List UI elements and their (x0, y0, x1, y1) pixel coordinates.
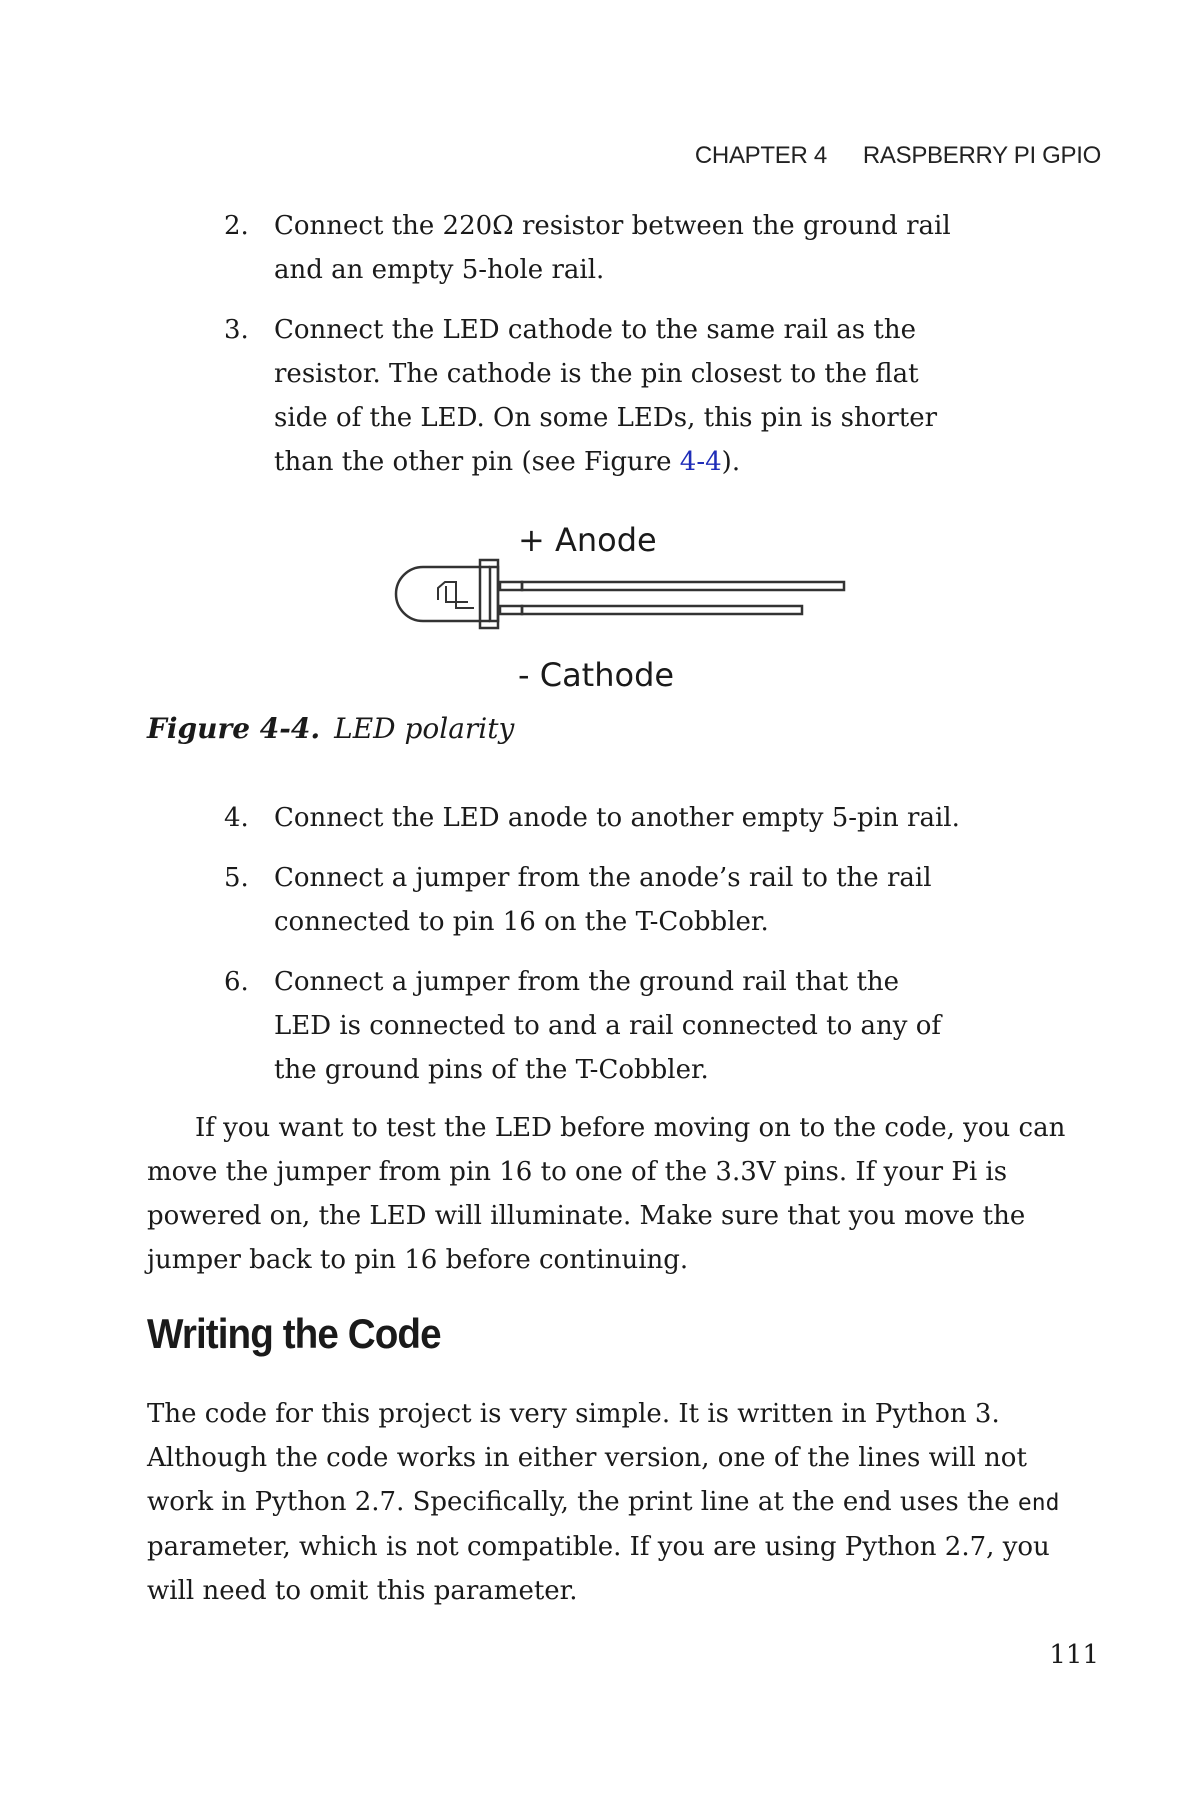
cathode-label: - Cathode (518, 656, 675, 694)
list-item (224, 308, 964, 484)
body-paragraph: If you want to test the LED before moving on to the code, you can move the jumper from pin 16 to one of the 3.3V pins. If your Pi is powered on, the LED will illuminate. Make sure that you move the jumper back to pin 16 before continuing. (147, 1113, 1066, 1275)
list-item-text: Connect the LED cathode to the same rail as the resistor. The cathode is the pin closest to the flat side of the LED. On some LEDs, this pin is shorter than the other pin (see Figure 4-4). (274, 315, 938, 477)
header-chapter: CHAPTER 4 (694, 142, 827, 169)
header-title: RASPBERRY PI GPIO (862, 142, 1101, 169)
list-item-number: 4. (224, 803, 249, 833)
list-item (224, 204, 964, 292)
caption-label: Figure 4-4. (147, 712, 321, 745)
anode-label: + Anode (518, 522, 657, 559)
list-item-number: 6. (224, 967, 249, 997)
list-item-text: Connect the 220Ω resistor between the ground rail and an empty 5-hole rail. (274, 211, 951, 285)
figure-link[interactable]: 4-4 (679, 447, 722, 477)
figure-caption (147, 712, 514, 745)
list-item-number: 3. (224, 315, 249, 345)
list-item-text: Connect a jumper from the ground rail that the LED is connected to and a rail connected to any of the ground pins of the T-Cobbler. (274, 967, 942, 1085)
inline-code: end (1017, 1490, 1060, 1516)
cathode-lead-icon (500, 606, 802, 614)
list-item (224, 796, 964, 840)
list-item-text: Connect a jumper from the anode’s rail to the rail connected to pin 16 on the T-Cobbler. (274, 863, 932, 937)
list-item (224, 856, 964, 944)
caption-text: LED polarity (334, 712, 515, 745)
led-polarity-figure (390, 522, 870, 702)
list-item-number: 5. (224, 863, 249, 893)
step-list-bottom (224, 796, 964, 1108)
body-paragraph: The code for this project is very simple. It is written in Python 3. Although the code works in either version, one of the lines will not work in Python 2.7. Specifically, the print line at the end uses the end parameter, which is not compatible. If you are using Python 2.7, you will need to omit this parameter. (147, 1399, 1060, 1606)
list-item-text: Connect the LED anode to another empty 5-pin rail. (274, 803, 960, 833)
running-header (695, 142, 1101, 170)
anode-lead-icon (500, 582, 844, 590)
list-item (224, 960, 964, 1092)
list-item-number: 2. (224, 211, 249, 241)
page-number: 111 (1049, 1640, 1099, 1670)
section-heading: Writing the Code (147, 1310, 441, 1357)
led-body-icon (396, 560, 498, 628)
step-list-top (224, 204, 964, 500)
